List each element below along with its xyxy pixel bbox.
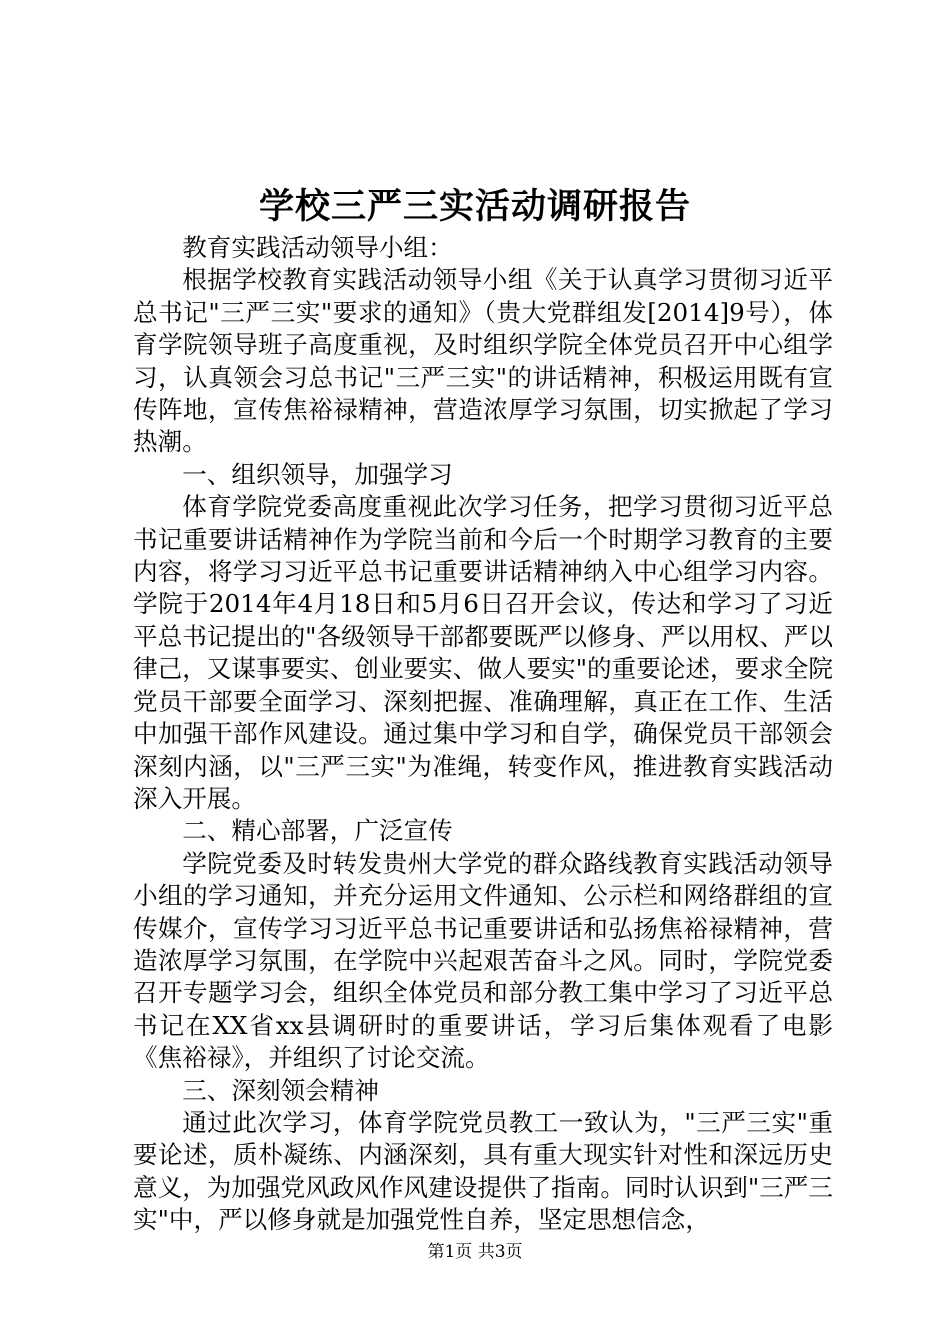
section-paragraph-3: 通过此次学习，体育学院党员教工一致认为，"三严三实"重要论述，质朴凝练、内涵深刻，具有重大现实针对性和深远历史意义，为加强党风政风作风建设提供了指南。同时认识到"三严三实"中，严以修身就是加强党性自养，坚定思想信念， <box>133 1107 833 1235</box>
section-heading-3: 三、深刻领会精神 <box>182 1075 379 1105</box>
section-paragraph-1: 体育学院党委高度重视此次学习任务，把学习贯彻习近平总书记重要讲话精神作为学院当前和今后一个时期学习教育的主要内容，将学习习近平总书记重要讲话精神纳入中心组学习内容。学院于2014年4月18日和5月6日召开会议，传达和学习了习近平总书记提出的"各级领导干部都要既严以修身、严以用权、严以律己，又谋事要实、创业要实、做人要实"的重要论述，要求全院党员干部要全面学习、深刻把握、准确理解，真正在工作、生活中加强干部作风建设。通过集中学习和自学，确保党员干部领会深刻内涵，以"三严三实"为准绳，转变作风，推进教育实践活动深入开展。 <box>133 492 833 813</box>
document-title: 学校三严三实活动调研报告 <box>258 186 691 227</box>
document-body <box>133 232 833 1237</box>
section-heading-1: 一、组织领导，加强学习 <box>182 459 453 489</box>
salutation: 教育实践活动领导小组： <box>182 233 453 262</box>
page-number-footer: 第1页 共3页 <box>427 1242 523 1262</box>
section-paragraph-2: 学院党委及时转发贵州大学党的群众路线教育实践活动领导小组的学习通知，并充分运用文件通知、公示栏和网络群组的宣传媒介，宣传学习习近平总书记重要讲话和弘扬焦裕禄精神，营造浓厚学习氛围，在学院中兴起艰苦奋斗之风。同时，学院党委召开专题学习会，组织全体党员和部分教工集中学习了习近平总书记在XX省xx县调研时的重要讲话，学习后集体观看了电影《焦裕禄》，并组织了讨论交流。 <box>133 848 833 1073</box>
intro-paragraph: 根据学校教育实践活动领导小组《关于认真学习贯彻习近平总书记"三严三实"要求的通知》（贵大党群组发[2014]9号），体育学院领导班子高度重视，及时组织学院全体党员召开中心组学习，认真领会习总书记"三严三实"的讲话精神，积极运用既有宣传阵地，宣传焦裕禄精神，营造浓厚学习氛围，切实掀起了学习热潮。 <box>133 265 833 457</box>
section-heading-2: 二、精心部署，广泛宣传 <box>182 816 453 846</box>
